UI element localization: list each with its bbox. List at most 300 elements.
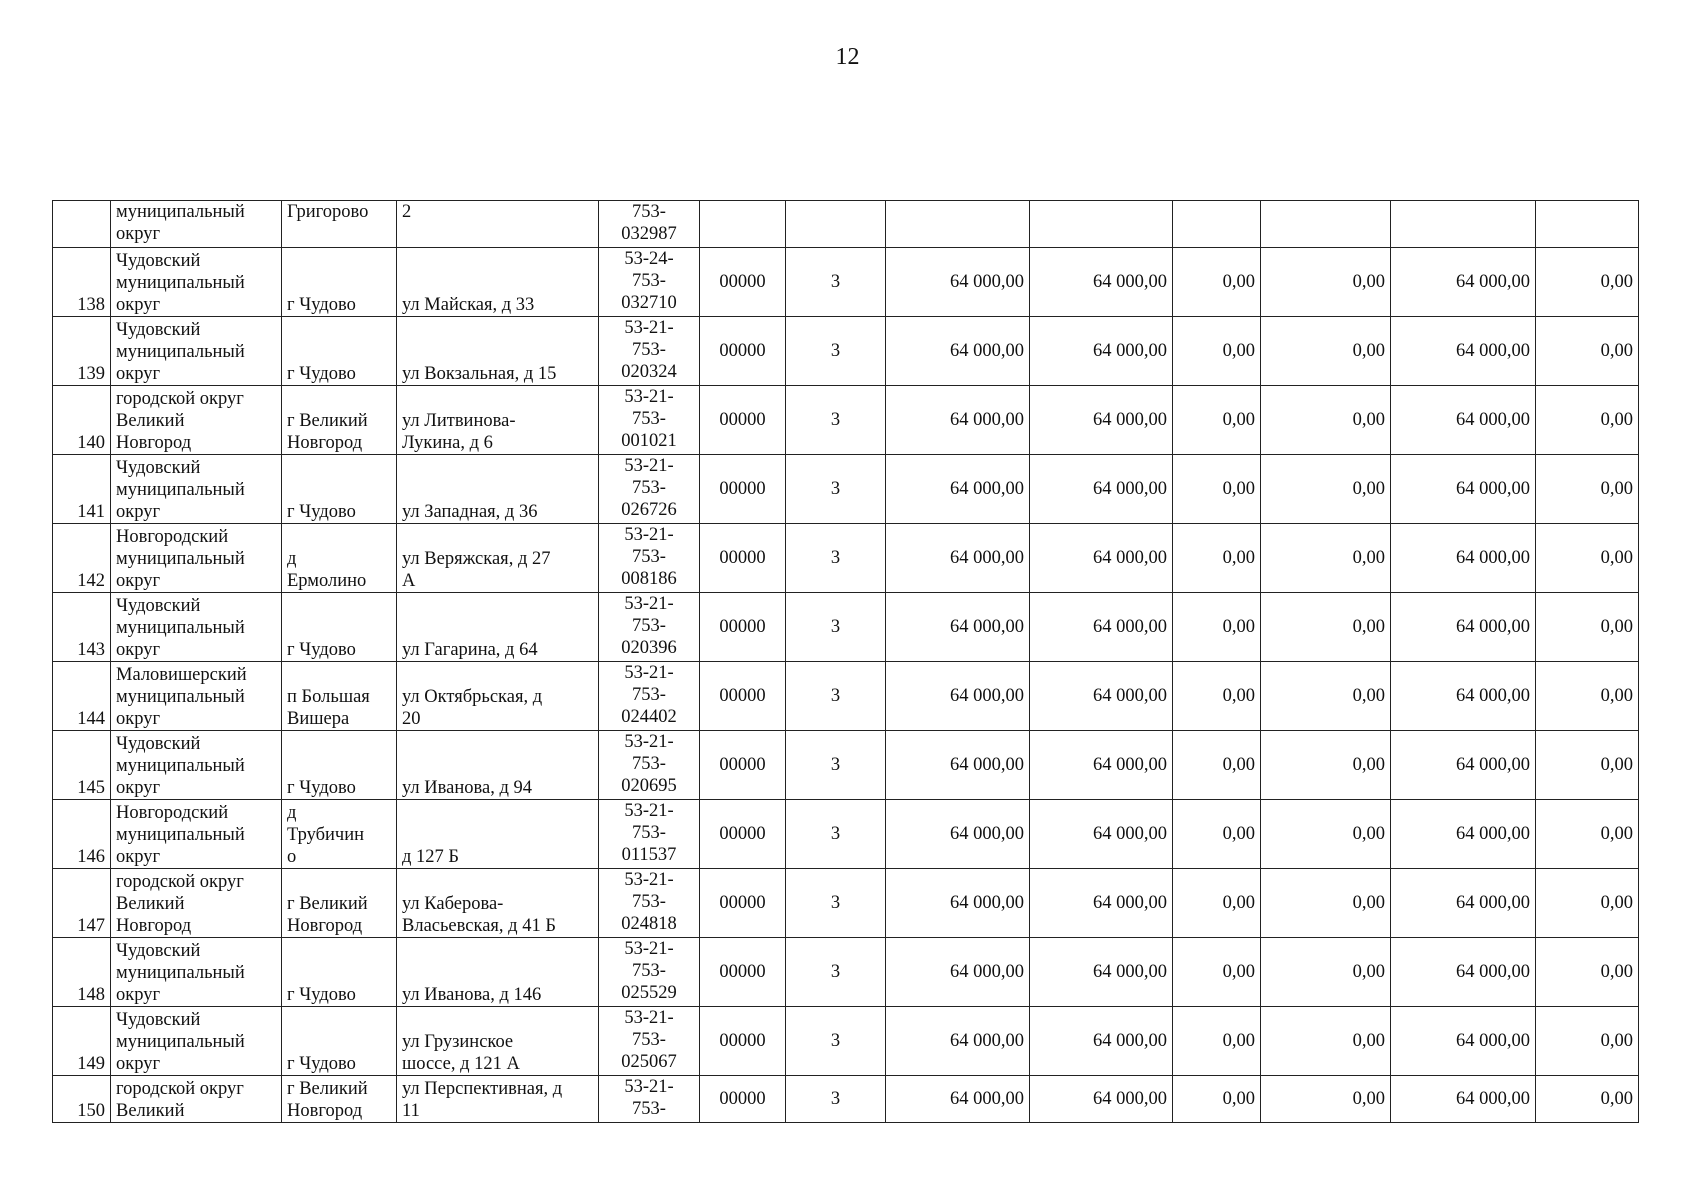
- address-cell: [397, 455, 599, 524]
- municipality-cell: [111, 938, 282, 1007]
- locality-cell-line: г Чудово: [287, 985, 356, 1005]
- amount-cell-a1: 64 000,00: [886, 593, 1030, 662]
- code-00000-cell: 00000: [700, 593, 786, 662]
- row-number-cell: 141: [53, 455, 111, 524]
- table-row: [53, 1076, 1639, 1123]
- locality-cell: [282, 1076, 397, 1123]
- code-00000-cell: 00000: [700, 386, 786, 455]
- count-cell: 3: [786, 455, 886, 524]
- municipality-cell-line: округ: [116, 295, 161, 315]
- code-00000-cell: 00000: [700, 800, 786, 869]
- municipality-cell-line: Новгород: [116, 433, 192, 453]
- code-00000-cell: 00000: [700, 731, 786, 800]
- cadastral-code-cell: [599, 938, 700, 1007]
- cadastral-code-cell-line: 753-: [632, 1030, 666, 1050]
- address-cell-line: ул Грузинское: [402, 1032, 514, 1052]
- address-cell: [397, 317, 599, 386]
- municipality-cell-line: Великий: [116, 1101, 185, 1121]
- amount-cell-a3: 0,00: [1173, 386, 1261, 455]
- address-cell-line: ул Вокзальная, д 15: [402, 364, 557, 384]
- municipality-cell-line: муниципальный: [116, 825, 245, 845]
- amount-cell-a2: 64 000,00: [1030, 938, 1173, 1007]
- address-cell: [397, 1076, 599, 1123]
- cadastral-code-cell-line: 53-21-: [624, 801, 674, 821]
- cadastral-code-cell-line: 53-21-: [624, 387, 674, 407]
- count-cell: 3: [786, 524, 886, 593]
- locality-cell: [282, 524, 397, 593]
- locality-cell: [282, 201, 397, 248]
- municipality-cell: [111, 248, 282, 317]
- locality-cell-line: д: [287, 549, 297, 569]
- municipality-cell-line: Новгородский: [116, 803, 229, 823]
- municipality-cell-line: округ: [116, 640, 161, 660]
- municipality-cell-line: Чудовский: [116, 251, 201, 271]
- amount-cell-a5: 64 000,00: [1391, 248, 1536, 317]
- amount-cell-a4: 0,00: [1261, 938, 1391, 1007]
- amount-cell-a5: 64 000,00: [1391, 938, 1536, 1007]
- row-number-cell: 148: [53, 938, 111, 1007]
- address-cell: [397, 386, 599, 455]
- address-cell: [397, 201, 599, 248]
- cadastral-code-cell-line: 020324: [621, 362, 677, 382]
- amount-cell-a1: 64 000,00: [886, 662, 1030, 731]
- amount-cell-a6: 0,00: [1536, 662, 1639, 731]
- amount-cell-a1: 64 000,00: [886, 800, 1030, 869]
- address-cell-line: 2: [402, 202, 412, 222]
- amount-cell-a4: 0,00: [1261, 386, 1391, 455]
- municipality-cell-line: муниципальный: [116, 618, 245, 638]
- amount-cell-a1: 64 000,00: [886, 455, 1030, 524]
- row-number-cell: 140: [53, 386, 111, 455]
- address-cell-line: А: [402, 571, 416, 591]
- amount-cell-a2: 64 000,00: [1030, 524, 1173, 593]
- code-00000-cell: 00000: [700, 248, 786, 317]
- amount-cell-a3: 0,00: [1173, 1007, 1261, 1076]
- count-cell: 3: [786, 938, 886, 1007]
- amount-cell-a1: 64 000,00: [886, 1076, 1030, 1123]
- locality-cell-line: Вишера: [287, 709, 350, 729]
- amount-cell-a5: 64 000,00: [1391, 1076, 1536, 1123]
- amount-cell-a2: 64 000,00: [1030, 1076, 1173, 1123]
- amount-cell-a3: 0,00: [1173, 800, 1261, 869]
- amount-cell-a1: 64 000,00: [886, 731, 1030, 800]
- cadastral-code-cell: [599, 386, 700, 455]
- address-cell-line: ул Веряжская, д 27: [402, 549, 551, 569]
- table-row: [53, 869, 1639, 938]
- row-number-cell: 149: [53, 1007, 111, 1076]
- row-number-cell: 138: [53, 248, 111, 317]
- amount-cell-a3: 0,00: [1173, 662, 1261, 731]
- amount-cell-a4: 0,00: [1261, 1007, 1391, 1076]
- count-cell: 3: [786, 1007, 886, 1076]
- address-cell: [397, 731, 599, 800]
- amount-cell-a3: 0,00: [1173, 455, 1261, 524]
- amount-cell-a4: 0,00: [1261, 731, 1391, 800]
- cadastral-code-cell-line: 020396: [621, 638, 677, 658]
- address-cell-line: ул Литвинова-: [402, 411, 516, 431]
- amount-cell-a1: 64 000,00: [886, 248, 1030, 317]
- table-row: [53, 386, 1639, 455]
- municipality-cell-line: муниципальный: [116, 687, 245, 707]
- locality-cell: [282, 800, 397, 869]
- cadastral-code-cell: [599, 1007, 700, 1076]
- cadastral-code-cell-line: 53-21-: [624, 1008, 674, 1028]
- locality-cell-line: Трубичин: [287, 825, 365, 845]
- municipality-cell-line: муниципальный: [116, 202, 245, 222]
- cadastral-code-cell: [599, 731, 700, 800]
- municipality-cell-line: Чудовский: [116, 458, 201, 478]
- municipality-cell: [111, 201, 282, 248]
- code-00000-cell: 00000: [700, 1076, 786, 1123]
- address-cell: [397, 938, 599, 1007]
- amount-cell-a4: [1261, 201, 1391, 248]
- address-cell-line: шоссе, д 121 А: [402, 1054, 520, 1074]
- municipality-cell-line: округ: [116, 709, 161, 729]
- amount-cell-a6: 0,00: [1536, 593, 1639, 662]
- cadastral-code-cell: [599, 248, 700, 317]
- municipality-cell: [111, 1076, 282, 1123]
- locality-cell-line: г Великий: [287, 1079, 368, 1099]
- address-cell: [397, 248, 599, 317]
- address-cell: [397, 524, 599, 593]
- amount-cell-a5: 64 000,00: [1391, 800, 1536, 869]
- cadastral-code-cell: [599, 317, 700, 386]
- amount-cell-a4: 0,00: [1261, 593, 1391, 662]
- cadastral-code-cell-line: 53-21-: [624, 939, 674, 959]
- municipality-cell-line: городской округ: [116, 389, 244, 409]
- cadastral-code-cell-line: 53-24-: [624, 249, 674, 269]
- municipality-cell-line: Чудовский: [116, 941, 201, 961]
- code-00000-cell: [700, 201, 786, 248]
- cadastral-code-cell-line: 753-: [632, 616, 666, 636]
- municipality-cell: [111, 593, 282, 662]
- amount-cell-a4: 0,00: [1261, 662, 1391, 731]
- table-row: [53, 731, 1639, 800]
- municipality-cell: [111, 662, 282, 731]
- amount-cell-a2: 64 000,00: [1030, 248, 1173, 317]
- address-cell-line: ул Октябрьская, д: [402, 687, 543, 707]
- cadastral-code-cell-line: 024818: [621, 914, 677, 934]
- locality-cell-line: Григорово: [287, 202, 369, 222]
- municipality-cell-line: Чудовский: [116, 734, 201, 754]
- municipality-cell-line: Новгород: [116, 916, 192, 936]
- count-cell: [786, 201, 886, 248]
- municipality-cell-line: Чудовский: [116, 596, 201, 616]
- amount-cell-a6: 0,00: [1536, 938, 1639, 1007]
- municipality-cell: [111, 800, 282, 869]
- municipality-cell-line: муниципальный: [116, 549, 245, 569]
- table-row: [53, 248, 1639, 317]
- locality-cell-line: д: [287, 803, 297, 823]
- locality-cell-line: г Великий: [287, 894, 368, 914]
- locality-cell: [282, 593, 397, 662]
- municipality-cell: [111, 317, 282, 386]
- locality-cell: [282, 455, 397, 524]
- municipality-cell-line: округ: [116, 224, 161, 244]
- cadastral-code-cell-line: 53-21-: [624, 594, 674, 614]
- municipality-cell-line: муниципальный: [116, 1032, 245, 1052]
- municipality-cell-line: муниципальный: [116, 756, 245, 776]
- locality-cell-line: Ермолино: [287, 571, 367, 591]
- municipality-cell-line: округ: [116, 778, 161, 798]
- cadastral-code-cell-line: 753-: [632, 892, 666, 912]
- cadastral-code-cell-line: 753-: [632, 271, 666, 291]
- amount-cell-a5: 64 000,00: [1391, 524, 1536, 593]
- amount-cell-a4: 0,00: [1261, 869, 1391, 938]
- cadastral-code-cell-line: 011537: [621, 845, 677, 865]
- table-row: [53, 317, 1639, 386]
- amount-cell-a3: 0,00: [1173, 317, 1261, 386]
- amount-cell-a5: 64 000,00: [1391, 455, 1536, 524]
- cadastral-code-cell-line: 024402: [621, 707, 677, 727]
- locality-cell: [282, 938, 397, 1007]
- amount-cell-a5: 64 000,00: [1391, 1007, 1536, 1076]
- amount-cell-a2: 64 000,00: [1030, 455, 1173, 524]
- locality-cell-line: г Чудово: [287, 364, 356, 384]
- locality-cell-line: г Чудово: [287, 1054, 356, 1074]
- table-row: [53, 593, 1639, 662]
- address-cell-line: Лукина, д 6: [402, 433, 493, 453]
- cadastral-code-cell-line: 53-21-: [624, 525, 674, 545]
- amount-cell-a3: 0,00: [1173, 869, 1261, 938]
- cadastral-code-cell: [599, 1076, 700, 1123]
- cadastral-code-cell: [599, 869, 700, 938]
- cadastral-code-cell-line: 53-21-: [624, 732, 674, 752]
- amount-cell-a2: 64 000,00: [1030, 869, 1173, 938]
- address-cell-line: ул Гагарина, д 64: [402, 640, 538, 660]
- cadastral-code-cell-line: 025067: [621, 1052, 677, 1072]
- cadastral-code-cell-line: 008186: [621, 569, 677, 589]
- amount-cell-a3: 0,00: [1173, 938, 1261, 1007]
- cadastral-code-cell-line: 753-: [632, 1099, 666, 1119]
- address-cell-line: ул Иванова, д 94: [402, 778, 532, 798]
- address-cell: [397, 869, 599, 938]
- cadastral-code-cell: [599, 593, 700, 662]
- amount-cell-a2: 64 000,00: [1030, 593, 1173, 662]
- locality-cell-line: Новгород: [287, 916, 363, 936]
- cadastral-code-cell-line: 025529: [621, 983, 677, 1003]
- municipality-cell-line: муниципальный: [116, 963, 245, 983]
- locality-cell-line: Новгород: [287, 1101, 363, 1121]
- municipality-cell-line: округ: [116, 1054, 161, 1074]
- cadastral-code-cell-line: 026726: [621, 500, 677, 520]
- address-cell-line: ул Иванова, д 146: [402, 985, 542, 1005]
- amount-cell-a6: [1536, 201, 1639, 248]
- count-cell: 3: [786, 869, 886, 938]
- amount-cell-a2: 64 000,00: [1030, 731, 1173, 800]
- table-row: [53, 201, 1639, 248]
- table-row: [53, 662, 1639, 731]
- cadastral-code-cell-line: 53-21-: [624, 870, 674, 890]
- cadastral-code-cell-line: 001021: [621, 431, 677, 451]
- cadastral-code-cell: [599, 524, 700, 593]
- address-cell-line: ул Западная, д 36: [402, 502, 538, 522]
- amount-cell-a6: 0,00: [1536, 1076, 1639, 1123]
- cadastral-code-cell: [599, 800, 700, 869]
- amount-cell-a1: 64 000,00: [886, 524, 1030, 593]
- address-cell: [397, 1007, 599, 1076]
- locality-cell-line: г Великий: [287, 411, 368, 431]
- count-cell: 3: [786, 248, 886, 317]
- amount-cell-a5: [1391, 201, 1536, 248]
- count-cell: 3: [786, 1076, 886, 1123]
- amount-cell-a6: 0,00: [1536, 869, 1639, 938]
- amount-cell-a1: 64 000,00: [886, 869, 1030, 938]
- count-cell: 3: [786, 800, 886, 869]
- municipality-cell-line: Новгородский: [116, 527, 229, 547]
- code-00000-cell: 00000: [700, 662, 786, 731]
- code-00000-cell: 00000: [700, 1007, 786, 1076]
- amount-cell-a1: [886, 201, 1030, 248]
- address-cell-line: Власьевская, д 41 Б: [402, 916, 556, 936]
- row-number-cell: 150: [53, 1076, 111, 1123]
- row-number-cell: 142: [53, 524, 111, 593]
- amount-cell-a4: 0,00: [1261, 317, 1391, 386]
- cadastral-code-cell: [599, 201, 700, 248]
- page-number: 12: [835, 44, 860, 70]
- cadastral-code-cell: [599, 455, 700, 524]
- amount-cell-a3: 0,00: [1173, 593, 1261, 662]
- row-number-cell: 146: [53, 800, 111, 869]
- amount-cell-a6: 0,00: [1536, 731, 1639, 800]
- cadastral-code-cell-line: 753-: [632, 961, 666, 981]
- amount-cell-a3: [1173, 201, 1261, 248]
- table-row: [53, 1007, 1639, 1076]
- locality-cell-line: Новгород: [287, 433, 363, 453]
- amount-cell-a6: 0,00: [1536, 800, 1639, 869]
- municipality-cell-line: Великий: [116, 411, 185, 431]
- cadastral-code-cell-line: 53-21-: [624, 1077, 674, 1097]
- amount-cell-a6: 0,00: [1536, 386, 1639, 455]
- table-row: [53, 455, 1639, 524]
- municipality-cell-line: муниципальный: [116, 273, 245, 293]
- amount-cell-a2: [1030, 201, 1173, 248]
- row-number-cell: 139: [53, 317, 111, 386]
- table-body: [53, 201, 1639, 1123]
- amount-cell-a3: 0,00: [1173, 731, 1261, 800]
- amount-cell-a6: 0,00: [1536, 317, 1639, 386]
- amount-cell-a6: 0,00: [1536, 455, 1639, 524]
- amount-cell-a3: 0,00: [1173, 524, 1261, 593]
- registry-table: [52, 200, 1639, 1123]
- code-00000-cell: 00000: [700, 317, 786, 386]
- locality-cell: [282, 317, 397, 386]
- code-00000-cell: 00000: [700, 869, 786, 938]
- table-row: [53, 938, 1639, 1007]
- locality-cell-line: г Чудово: [287, 778, 356, 798]
- code-00000-cell: 00000: [700, 455, 786, 524]
- municipality-cell: [111, 731, 282, 800]
- row-number-cell: 145: [53, 731, 111, 800]
- amount-cell-a1: 64 000,00: [886, 1007, 1030, 1076]
- row-number-cell: 144: [53, 662, 111, 731]
- amount-cell-a5: 64 000,00: [1391, 317, 1536, 386]
- municipality-cell: [111, 869, 282, 938]
- amount-cell-a4: 0,00: [1261, 800, 1391, 869]
- locality-cell-line: г Чудово: [287, 640, 356, 660]
- amount-cell-a5: 64 000,00: [1391, 869, 1536, 938]
- amount-cell-a2: 64 000,00: [1030, 317, 1173, 386]
- row-number-cell: [53, 201, 111, 248]
- address-cell-line: ул Каберова-: [402, 894, 504, 914]
- address-cell-line: ул Майская, д 33: [402, 295, 535, 315]
- table-row: [53, 800, 1639, 869]
- locality-cell: [282, 869, 397, 938]
- cadastral-code-cell-line: 753-: [632, 547, 666, 567]
- amount-cell-a6: 0,00: [1536, 248, 1639, 317]
- amount-cell-a2: 64 000,00: [1030, 662, 1173, 731]
- municipality-cell-line: округ: [116, 985, 161, 1005]
- municipality-cell-line: Чудовский: [116, 320, 201, 340]
- amount-cell-a4: 0,00: [1261, 524, 1391, 593]
- cadastral-code-cell-line: 753-: [632, 823, 666, 843]
- amount-cell-a4: 0,00: [1261, 248, 1391, 317]
- municipality-cell: [111, 1007, 282, 1076]
- locality-cell-line: п Большая: [287, 687, 370, 707]
- municipality-cell-line: Чудовский: [116, 1010, 201, 1030]
- municipality-cell-line: муниципальный: [116, 342, 245, 362]
- municipality-cell-line: округ: [116, 364, 161, 384]
- municipality-cell-line: округ: [116, 571, 161, 591]
- address-cell-line: ул Перспективная, д: [402, 1079, 563, 1099]
- municipality-cell-line: округ: [116, 847, 161, 867]
- amount-cell-a4: 0,00: [1261, 455, 1391, 524]
- amount-cell-a1: 64 000,00: [886, 386, 1030, 455]
- amount-cell-a5: 64 000,00: [1391, 662, 1536, 731]
- cadastral-code-cell-line: 753-: [632, 340, 666, 360]
- address-cell-line: 20: [402, 709, 421, 729]
- locality-cell: [282, 1007, 397, 1076]
- code-00000-cell: 00000: [700, 524, 786, 593]
- amount-cell-a2: 64 000,00: [1030, 386, 1173, 455]
- locality-cell: [282, 662, 397, 731]
- address-cell: [397, 662, 599, 731]
- municipality-cell-line: городской округ: [116, 872, 244, 892]
- locality-cell-line: г Чудово: [287, 502, 356, 522]
- cadastral-code-cell-line: 753-: [632, 754, 666, 774]
- row-number-cell: 147: [53, 869, 111, 938]
- address-cell: [397, 800, 599, 869]
- amount-cell-a6: 0,00: [1536, 1007, 1639, 1076]
- cadastral-code-cell: [599, 662, 700, 731]
- address-cell: [397, 593, 599, 662]
- municipality-cell: [111, 455, 282, 524]
- address-cell-line: д 127 Б: [402, 847, 460, 867]
- amount-cell-a2: 64 000,00: [1030, 800, 1173, 869]
- amount-cell-a3: 0,00: [1173, 248, 1261, 317]
- cadastral-code-cell-line: 53-21-: [624, 456, 674, 476]
- municipality-cell-line: Маловишерский: [116, 665, 247, 685]
- table-row: [53, 524, 1639, 593]
- amount-cell-a6: 0,00: [1536, 524, 1639, 593]
- cadastral-code-cell-line: 753-: [632, 202, 666, 222]
- count-cell: 3: [786, 662, 886, 731]
- municipality-cell-line: городской округ: [116, 1079, 244, 1099]
- address-cell-line: 11: [402, 1101, 420, 1121]
- code-00000-cell: 00000: [700, 938, 786, 1007]
- locality-cell-line: о: [287, 847, 297, 867]
- locality-cell: [282, 386, 397, 455]
- amount-cell-a5: 64 000,00: [1391, 386, 1536, 455]
- cadastral-code-cell-line: 753-: [632, 478, 666, 498]
- amount-cell-a1: 64 000,00: [886, 938, 1030, 1007]
- locality-cell: [282, 248, 397, 317]
- count-cell: 3: [786, 593, 886, 662]
- count-cell: 3: [786, 731, 886, 800]
- municipality-cell-line: муниципальный: [116, 480, 245, 500]
- locality-cell: [282, 731, 397, 800]
- amount-cell-a3: 0,00: [1173, 1076, 1261, 1123]
